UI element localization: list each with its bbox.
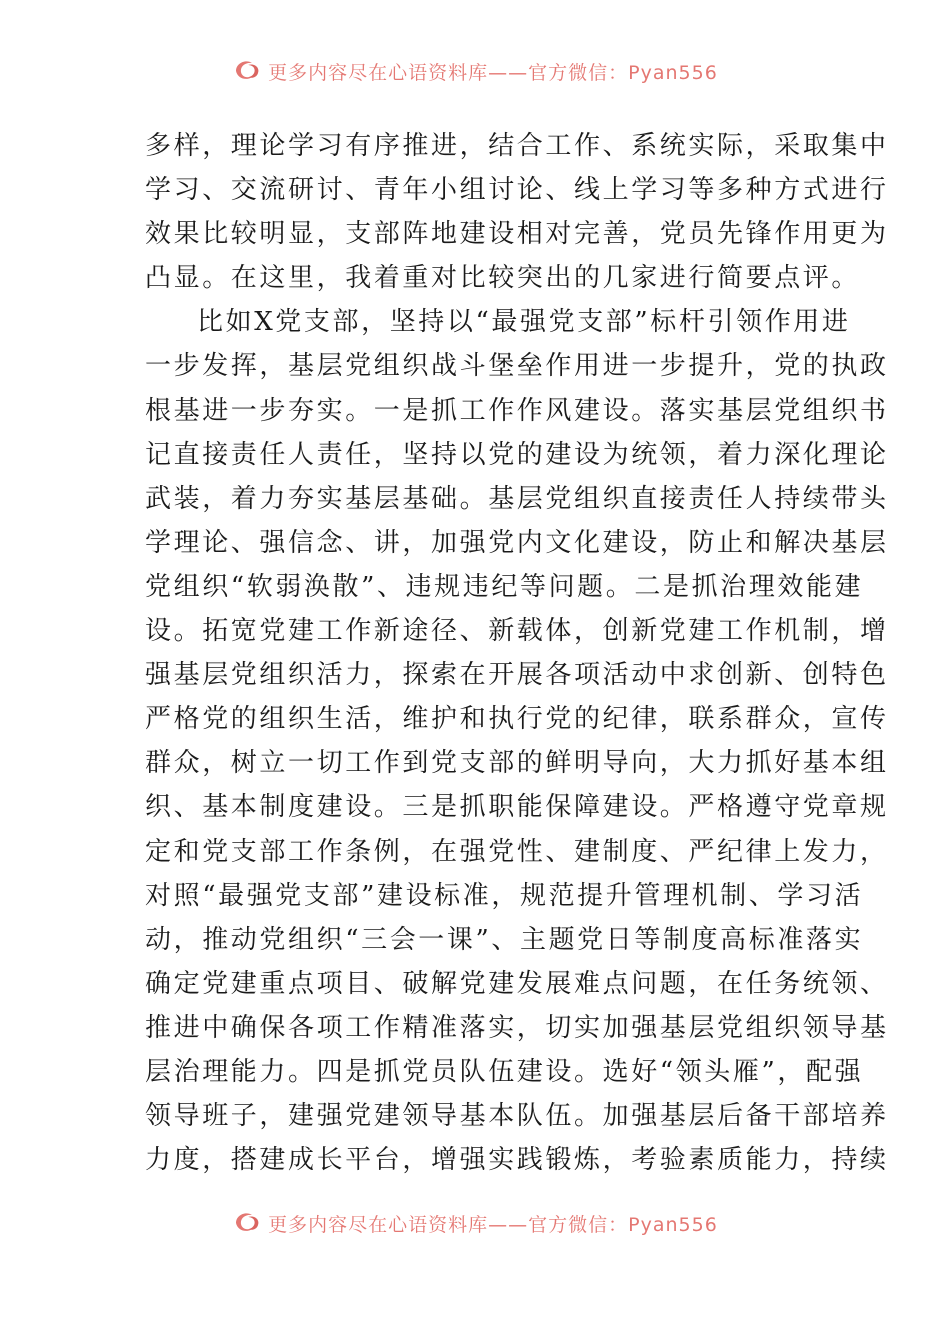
text-line: 力度，搭建成长平台，增强实践锻炼，考验素质能力，持续 <box>145 1145 889 1176</box>
text-line: 对照“最强党支部”建设标准，规范提升管理机制、学习活 <box>145 880 864 911</box>
text-line: 动，推动党组织“三会一课”、主题党日等制度高标准落实 <box>145 924 864 955</box>
text-line: 定和党支部工作条例，在强党性、建制度、严纪律上发力， <box>145 836 889 867</box>
text-line: 群众，树立一切工作到党支部的鲜明导向，大力抓好基本组 <box>145 748 889 779</box>
text-line: 学习、交流研讨、青年小组讨论、线上学习等多种方式进行 <box>145 175 889 206</box>
header-watermark <box>0 54 950 88</box>
text-line: 学理论、强信念、讲，加强党内文化建设，防止和解决基层 <box>145 527 889 558</box>
text-line: 党组织“软弱涣散”、违规违纪等问题。二是抓治理效能建 <box>145 571 864 602</box>
text-line: 织、基本制度建设。三是抓职能保障建设。严格遵守党章规 <box>145 792 889 823</box>
footer-watermark <box>0 1206 950 1240</box>
watermark-text: 更多内容尽在心语资料库——官方微信：Pyan556 <box>268 1213 718 1236</box>
text-line: 效果比较明显，支部阵地建设相对完善，党员先锋作用更为 <box>145 219 889 250</box>
text-line: 记直接责任人责任，坚持以党的建设为统领，着力深化理论 <box>145 439 889 470</box>
text-line: 一步发挥，基层党组织战斗堡垒作用进一步提升，党的执政 <box>145 351 889 382</box>
text-line: 强基层党组织活力，探索在开展各项活动中求创新、创特色 <box>145 660 889 691</box>
text-line: 严格党的组织生活，维护和执行党的纪律，联系群众，宣传 <box>145 704 889 735</box>
text-line: 确定党建重点项目、破解党建发展难点问题，在任务统领、 <box>145 968 889 999</box>
text-line: 凸显。在这里，我着重对比较突出的几家进行简要点评。 <box>145 263 861 294</box>
text-line: 设。拓宽党建工作新途径、新载体，创新党建工作机制，增 <box>145 616 889 647</box>
watermark-text: 更多内容尽在心语资料库——官方微信：Pyan556 <box>268 61 718 84</box>
text-line: 武装，着力夯实基层基础。基层党组织直接责任人持续带头 <box>145 483 889 514</box>
text-line: 层治理能力。四是抓党员队伍建设。选好“领头雁”，配强 <box>145 1056 864 1087</box>
document-body <box>145 124 889 1182</box>
paragraph-start-line: 比如X党支部，坚持以“最强党支部”标杆引领作用进 <box>197 307 851 338</box>
brand-logo-icon <box>232 57 262 85</box>
text-line: 根基进一步夯实。一是抓工作作风建设。落实基层党组织书 <box>145 395 889 426</box>
text-line: 多样，理论学习有序推进，结合工作、系统实际，采取集中 <box>145 131 889 161</box>
text-line: 推进中确保各项工作精准落实，切实加强基层党组织领导基 <box>145 1012 889 1043</box>
brand-logo-icon <box>232 1209 262 1237</box>
text-line: 领导班子，建强党建领导基本队伍。加强基层后备干部培养 <box>145 1101 889 1132</box>
